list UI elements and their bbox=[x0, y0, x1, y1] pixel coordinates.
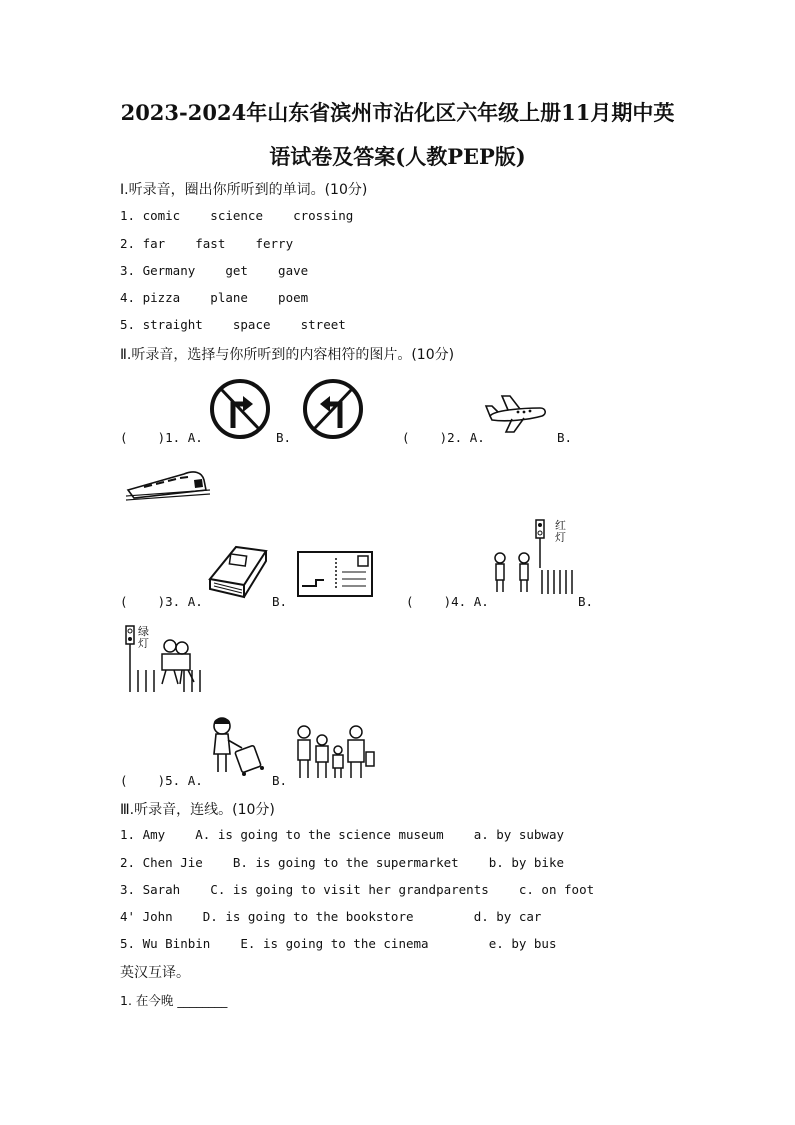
section3-item: 3. Sarah C. is going to visit her grandparents c. on foot bbox=[120, 882, 595, 897]
section1-item: 5. straight space street bbox=[120, 317, 346, 332]
section3-item: 5. Wu Binbin E. is going to the cinema e. by bus bbox=[120, 936, 557, 951]
q4-prefix: ( )4. A. bbox=[406, 594, 489, 609]
family-travel-icon bbox=[294, 722, 376, 782]
no-left-turn-sign-icon bbox=[300, 378, 366, 440]
q1-prefix: ( )1. A. bbox=[120, 430, 203, 445]
books-icon bbox=[206, 545, 270, 601]
section1-heading: Ⅰ.听录音，圈出你所听到的单词。(10分) bbox=[120, 182, 368, 198]
airplane-icon bbox=[484, 388, 550, 438]
girl-with-suitcase-icon bbox=[204, 714, 272, 778]
q5-option-b: B. bbox=[272, 773, 288, 788]
section1-item: 2. far fast ferry bbox=[120, 236, 294, 251]
q4-option-b: B. bbox=[578, 594, 594, 609]
green-light-label: 绿灯 bbox=[138, 625, 149, 650]
train-icon bbox=[124, 460, 214, 502]
section3-item: 2. Chen Jie B. is going to the supermarket b. by bike bbox=[120, 855, 565, 870]
section3-item: 4' John D. is going to the bookstore d. by car bbox=[120, 909, 542, 924]
q5-prefix: ( )5. A. bbox=[120, 773, 203, 788]
section1-item: 4. pizza plane poem bbox=[120, 290, 309, 305]
q3-option-b: B. bbox=[272, 594, 288, 609]
q1-option-b: B. bbox=[276, 430, 292, 445]
q3-prefix: ( )3. A. bbox=[120, 594, 203, 609]
section4-item: 1. 在今晚 ________ bbox=[120, 993, 228, 1008]
red-light-label: 红灯 bbox=[555, 519, 566, 544]
page-title-line2: 语试卷及答案(人教PEP版) bbox=[269, 144, 526, 169]
postcard-icon bbox=[296, 550, 374, 598]
section2-heading: Ⅱ.听录音，选择与你所听到的内容相符的图片。(10分) bbox=[120, 347, 455, 363]
section1-item: 1. comic science crossing bbox=[120, 208, 354, 223]
q2-prefix: ( )2. A. bbox=[402, 430, 485, 445]
section1-item: 3. Germany get gave bbox=[120, 263, 309, 278]
section3-item: 1. Amy A. is going to the science museum a. by subway bbox=[120, 827, 565, 842]
section3-heading: Ⅲ.听录音，连线。(10分) bbox=[120, 802, 275, 818]
q2-option-b: B. bbox=[557, 430, 573, 445]
no-right-turn-sign-icon bbox=[207, 378, 273, 440]
page-title-line1: 2023-2024年山东省滨州市沾化区六年级上册11月期中英 bbox=[120, 100, 675, 125]
section4-heading: 英汉互译。 bbox=[120, 965, 190, 981]
